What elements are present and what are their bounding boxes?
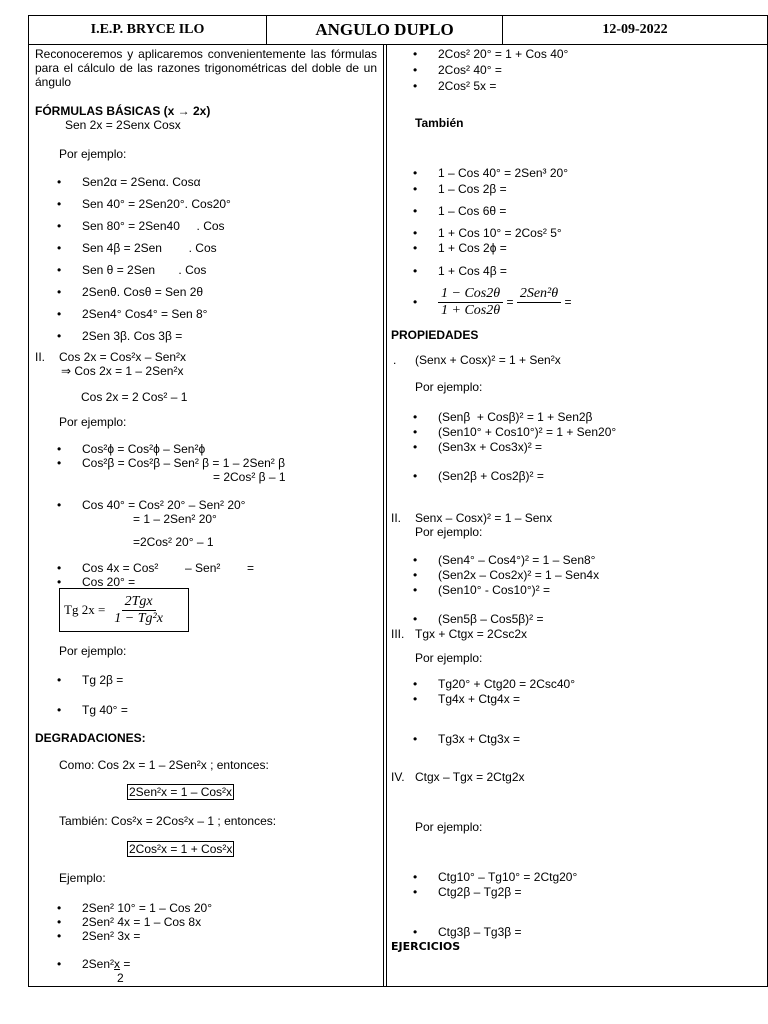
- section-marker: II.: [391, 511, 402, 525]
- list-item-cont: =2Cos² 20° – 1: [133, 535, 214, 549]
- list-item: • (Sen4° – Cos4°)² = 1 – Sen8°: [438, 553, 595, 567]
- boxed-formula: 2Sen²x = 1 – Cos²x: [129, 785, 233, 799]
- list-item: • Cos²β = Cos²β – Sen² β = 1 – 2Sen² β: [82, 456, 285, 470]
- list-item: • Cos²ϕ = Cos²ϕ – Sen²ϕ: [82, 442, 205, 456]
- property-i: (Senx + Cosx)² = 1 + Sen²x: [415, 353, 561, 367]
- content-frame: [28, 44, 768, 987]
- worksheet: [28, 15, 768, 987]
- properties-heading: PROPIEDADES: [391, 328, 479, 342]
- formulas-heading: FÓRMULAS BÁSICAS (x → 2x): [35, 104, 211, 118]
- cos-formula-2: Cos 2x = 2 Cos² – 1: [81, 390, 188, 404]
- property-ii: Senx – Cosx)² = 1 – Senx: [415, 511, 553, 525]
- list-item: • Sen 40° = 2Sen20°. Cos20°: [82, 197, 231, 211]
- list-item: • 1 + Cos 2ϕ =: [438, 241, 507, 255]
- expr-numerator: x: [114, 957, 121, 971]
- list-item: • 2Cos² 5x =: [438, 79, 496, 93]
- list-item: • Tg 40° =: [82, 703, 128, 717]
- date: 12-09-2022: [602, 22, 668, 37]
- list-item: • Sen2α = 2Senα. Cosα: [82, 175, 201, 189]
- list-item: • 2Senθ. Cosθ = Sen 2θ: [82, 285, 203, 299]
- equals-sign: =: [506, 295, 514, 309]
- fraction-1: [438, 286, 503, 319]
- list-item: • 1 – Cos 2β =: [438, 182, 507, 196]
- list-item: • 2Sen 3β. Cos 3β =: [82, 329, 182, 343]
- fraction-denominator-blank: [534, 303, 544, 319]
- fraction-denominator: 1 + Cos2θ: [441, 303, 501, 319]
- example-label: Por ejemplo:: [415, 651, 483, 665]
- section-marker: .: [393, 353, 397, 367]
- degr-box-2: [127, 842, 234, 856]
- header-table: [28, 15, 768, 45]
- list-item: • Sen 80° = 2Sen40 . Cos: [82, 219, 225, 233]
- tg-label: Tg 2x =: [64, 602, 106, 617]
- list-item: [82, 957, 130, 971]
- degr-box-1: [127, 785, 234, 799]
- section-marker: IV.: [391, 770, 405, 784]
- intro-paragraph: Reconoceremos y aplicaremos convenientemente las fórmulas para el cálculo de las razones trigonométricas del doble de un ángulo: [35, 47, 377, 89]
- list-item: • Cos 20° =: [82, 575, 135, 589]
- degr-como: Como: Cos 2x = 1 – 2Sen²x ; entonces:: [59, 758, 269, 772]
- list-item: • (Sen3x + Cos3x)² =: [438, 440, 542, 454]
- list-item: • 2Sen4° Cos4° = Sen 8°: [82, 307, 207, 321]
- list-item: • Ctg2β – Tg2β =: [438, 885, 522, 899]
- expr-denominator: 2: [117, 971, 124, 985]
- list-item: • (Sen2β + Cos2β)² =: [438, 469, 544, 483]
- fraction-numerator: • 1 − Cos2θ: [438, 286, 503, 303]
- example-label: Por ejemplo:: [415, 820, 483, 834]
- cos-implies: ⇒ Cos 2x = 1 – 2Sen²x: [61, 364, 184, 378]
- list-item: • Cos 40° = Cos² 20° – Sen² 20°: [82, 498, 245, 512]
- list-item: • 1 + Cos 4β =: [438, 264, 507, 278]
- degradations-heading: DEGRADACIONES:: [35, 731, 146, 745]
- example-label: Ejemplo:: [59, 871, 106, 885]
- tg-formula-box: [59, 588, 189, 632]
- column-divider: [383, 45, 387, 986]
- fraction-item: [438, 283, 571, 323]
- example-label: Por ejemplo:: [415, 380, 483, 394]
- list-item: • Tg3x + Ctg3x =: [438, 732, 520, 746]
- section-marker: III.: [391, 627, 405, 641]
- list-item-cont: = 1 – 2Sen² 20°: [133, 512, 217, 526]
- example-label: Por ejemplo:: [59, 415, 127, 429]
- expr-part: 2Sen²: [82, 957, 115, 971]
- list-item: • 2Sen² 4x = 1 – Cos 8x: [82, 915, 201, 929]
- tg-fraction: [111, 594, 166, 627]
- list-item: • (Sen10° + Cos10°)² = 1 + Sen20°: [438, 425, 616, 439]
- list-item: • (Senβ + Cosβ)² = 1 + Sen2β: [438, 410, 592, 424]
- tg-numerator: 2Tgx: [122, 594, 156, 611]
- fraction-numerator: 2Sen²θ: [517, 286, 561, 303]
- school-name: I.E.P. BRYCE ILO: [29, 16, 267, 44]
- list-item: • 2Cos² 40° =: [438, 63, 502, 77]
- list-item: • Sen θ = 2Sen . Cos: [82, 263, 206, 277]
- example-label: Por ejemplo:: [59, 644, 127, 658]
- degr-tambien: También: Cos²x = 2Cos²x – 1 ; entonces:: [59, 814, 277, 828]
- list-item: • Tg 2β =: [82, 673, 123, 687]
- section-marker: II.: [35, 350, 46, 364]
- list-item: • Sen 4β = 2Sen . Cos: [82, 241, 217, 255]
- list-item: • Tg4x + Ctg4x =: [438, 692, 520, 706]
- tg-denominator: 1 − Tg²x: [114, 610, 163, 626]
- list-item: • 1 – Cos 6θ =: [438, 204, 506, 218]
- property-iv: Ctgx – Tgx = 2Ctg2x: [415, 770, 525, 784]
- list-item-cont: = 2Cos² β – 1: [213, 470, 286, 484]
- fraction-2: [517, 286, 561, 319]
- equals-sign: =: [564, 295, 572, 309]
- list-item: • (Sen10° - Cos10°)² =: [438, 583, 550, 597]
- list-item: • 1 + Cos 10° = 2Cos² 5°: [438, 226, 562, 240]
- list-item: • (Sen5β – Cos5β)² =: [438, 612, 544, 626]
- cos-formula: Cos 2x = Cos²x – Sen²x: [59, 350, 187, 364]
- list-item: • Cos 4x = Cos² – Sen² =: [82, 561, 254, 575]
- tambien-heading: También: [415, 116, 464, 130]
- expr-part: =: [120, 957, 131, 971]
- list-item: • Ctg10° – Tg10° = 2Ctg20°: [438, 870, 577, 884]
- example-label: Por ejemplo:: [415, 525, 483, 539]
- list-item: • 1 – Cos 40° = 2Sen³ 20°: [438, 166, 568, 180]
- list-item: • 2Sen² 3x =: [82, 929, 140, 943]
- list-item: • (Sen2x – Cos2x)² = 1 – Sen4x: [438, 568, 599, 582]
- sen-formula: Sen 2x = 2Senx Cosx: [65, 118, 181, 132]
- list-item: • Tg20° + Ctg20 = 2Csc40°: [438, 677, 575, 691]
- page-title: ANGULO DUPLO: [267, 16, 503, 44]
- list-item: • Ctg3β – Tg3β =: [438, 925, 522, 939]
- property-iii: Tgx + Ctgx = 2Csc2x: [415, 627, 528, 641]
- boxed-formula: 2Cos²x = 1 + Cos²x: [129, 842, 233, 856]
- list-item: • 2Cos² 20° = 1 + Cos 40°: [438, 47, 568, 61]
- example-label: Por ejemplo:: [59, 147, 127, 161]
- exercises-heading: EJERCICIOS: [391, 940, 461, 953]
- list-item: • 2Sen² 10° = 1 – Cos 20°: [82, 901, 212, 915]
